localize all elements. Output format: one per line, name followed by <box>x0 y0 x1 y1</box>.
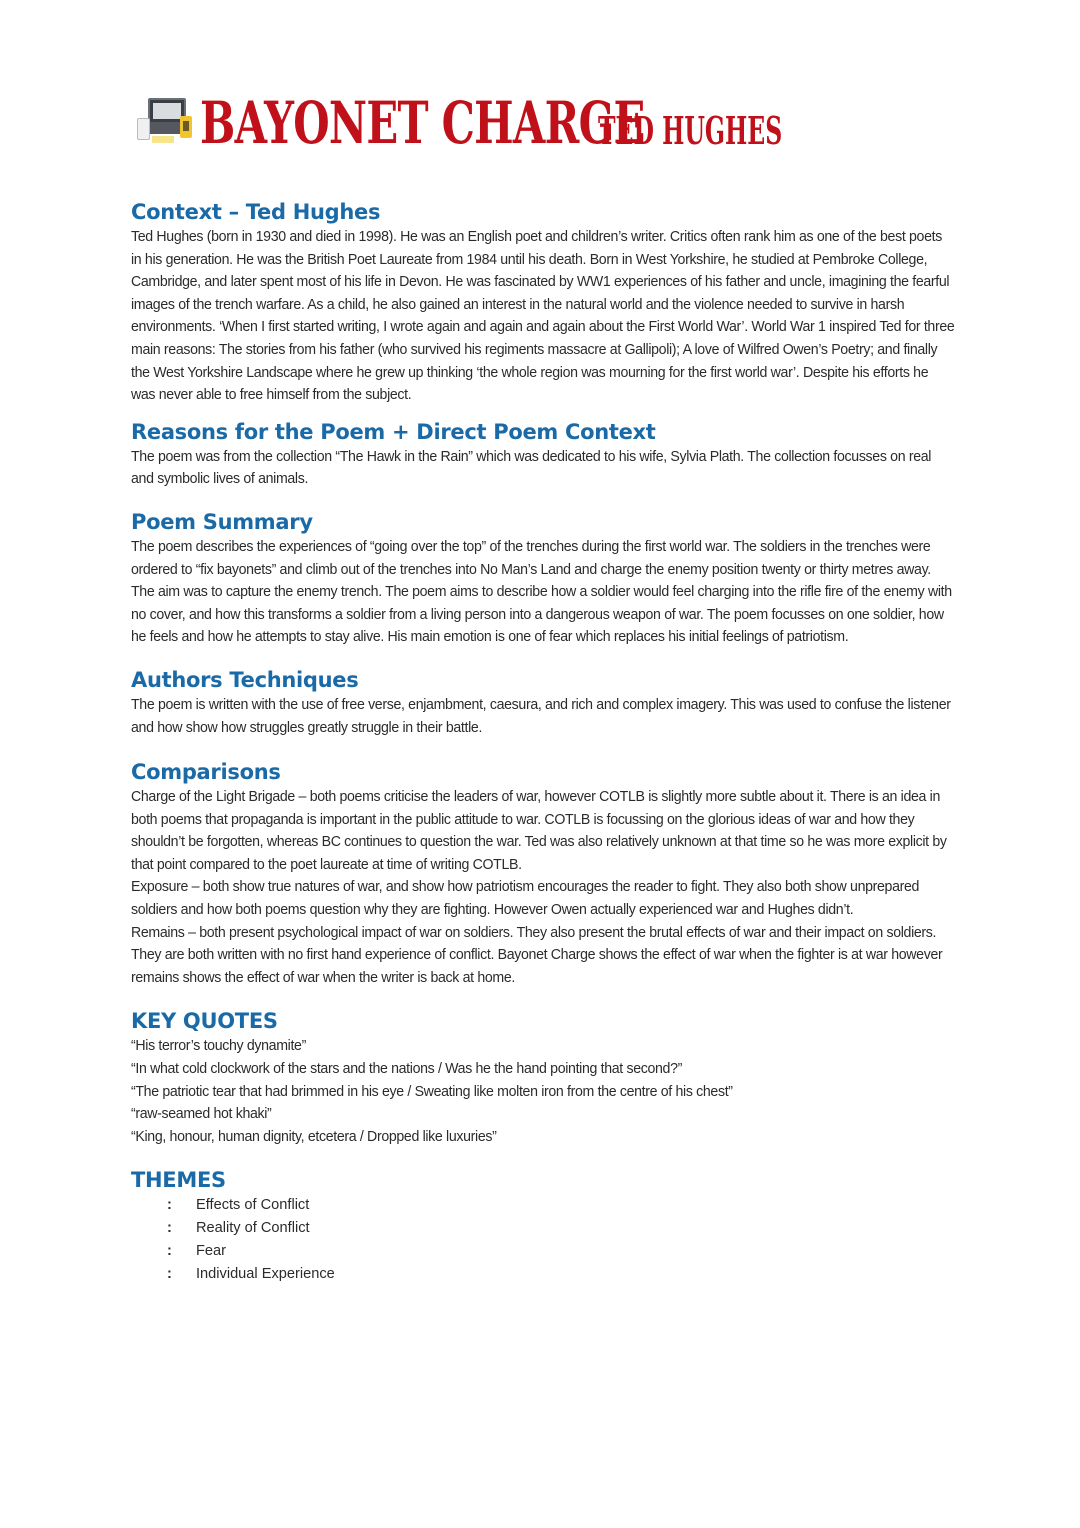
theme-label: Individual Experience <box>196 1266 335 1283</box>
quote-line: “His terror’s touchy dynamite” <box>131 1038 306 1055</box>
bullet-icon: : <box>167 1197 172 1214</box>
theme-label: Reality of Conflict <box>196 1220 310 1237</box>
theme-item <box>131 1240 953 1263</box>
theme-label: Fear <box>196 1243 227 1260</box>
quote-line: “In what cold clockwork of the stars and the nations / Was he the hand pointing that second?” <box>131 1061 683 1078</box>
section-paragraph: The poem is written with the use of free verse, enjambment, caesura, and rich and complex imagery. This was used to confuse the listener and how show how struggles greatly struggle in their battle. <box>131 696 951 736</box>
quote-line: “King, honour, human dignity, etcetera / Dropped like luxuries” <box>131 1128 497 1145</box>
document-subtitle-author: TED HUGHES <box>598 108 783 153</box>
comparison-paragraph: Exposure – both show true natures of war, and show how patriotism encourages the reader to fight. They also both show unprepared soldiers and how both poems question why they are fighting. However Owen actually experienced war and Hughes didn’t. <box>131 879 920 919</box>
section-authors-techniques <box>131 666 953 739</box>
section-themes <box>131 1166 953 1286</box>
section-heading: THEMES <box>131 1168 226 1193</box>
theme-item <box>131 1217 953 1240</box>
section-paragraph: The poem was from the collection “The Hawk in the Rain” which was dedicated to his wife, Sylvia Plath. The collection focusses on real and symbolic lives of animals. <box>131 448 932 488</box>
section-heading: Context – Ted Hughes <box>131 200 381 224</box>
document-header <box>134 78 783 158</box>
comparison-paragraph: Charge of the Light Brigade – both poems criticise the leaders of war, however COTLB is slightly more subtle about it. There is an idea in both poems that propaganda is important in the public attitude to war. COTLB is focussing on the glorious ideas of war and how they shouldn’t be forgotten, whereas BC continues to question the war. Ted was also relatively unknown at that time so he was more explicit by that point compared to the poet laureate at time of writing COTLB. <box>131 789 947 873</box>
document-body <box>131 198 953 1286</box>
section-context <box>131 198 953 407</box>
section-heading: KEY QUOTES <box>131 1009 278 1034</box>
quote-line: “The patriotic tear that had brimmed in his eye / Sweating like molten iron from the centre of his chest” <box>131 1083 733 1100</box>
section-comparisons <box>131 758 953 989</box>
bullet-icon: : <box>167 1266 172 1283</box>
comparison-paragraph: Remains – both present psychological impact of war on soldiers. They also present the brutal effects of war and their impact on soldiers. They are both written with no first hand experience of conflict. Bayonet Charge shows the effect of war when the fighter is at war however remains shows the effect of war when the writer is back at home. <box>131 924 943 986</box>
section-heading: Reasons for the Poem + Direct Poem Context <box>131 419 656 444</box>
section-heading: Comparisons <box>131 760 281 785</box>
section-heading: Authors Techniques <box>131 667 359 692</box>
theme-item <box>131 1263 953 1286</box>
section-paragraph: The poem describes the experiences of “going over the top” of the trenches during the first world war. The soldiers in the trenches were ordered to “fix bayonets” and climb out of the trenches into No Man’s Land and charge the enemy position twenty or thirty metres away. The aim was to capture the enemy trench. The poem aims to describe how a soldier would feel charging into the rifle fire of the enemy with no cover, and how this transforms a soldier from a living person into a dangerous weapon of war. The poem focusses on one soldier, how he feels and how he attempts to stay alive. His main emotion is one of fear which replaces his initial feelings of patriotism. <box>131 538 952 646</box>
theme-item <box>131 1194 953 1217</box>
section-heading: Poem Summary <box>131 509 313 534</box>
bullet-icon: : <box>167 1243 172 1260</box>
section-paragraph: Ted Hughes (born in 1930 and died in 1998). He was an English poet and children’s writer. Critics often rank him as one of the best poets in his generation. He was the British Poet Laureate from 1984 until his death. Born in West Yorkshire, he studied at Pembroke College, Cambridge, and later spent most of his life in Devon. He was fascinated by WW1 experiences of his father and uncle, imagining the fearful images of the trench warfare. As a child, he also gained an interest in the natural world and the violence needed to survive in harsh environments. ‘When I first started writing, I wrote again and again and again about the First World War’. World War 1 inspired Ted for three main reasons: The stories from his father (who survived his regiments massacre at Gallipoli); A love of Wilfred Owen’s Poetry; and finally the West Yorkshire Landscape where he grew up thinking ‘the whole region was mourning for the first world war’. Despite his efforts he was never able to free himself from the subject. <box>131 229 955 404</box>
document-title: BAYONET CHARGE <box>200 89 645 157</box>
bullet-icon: : <box>167 1220 172 1237</box>
quote-line: “raw-seamed hot khaki” <box>131 1106 272 1123</box>
section-reasons <box>131 418 953 491</box>
devices-logo-icon <box>134 92 196 150</box>
themes-list <box>131 1194 953 1286</box>
theme-label: Effects of Conflict <box>196 1197 310 1214</box>
section-poem-summary <box>131 508 953 649</box>
section-key-quotes <box>131 1007 953 1148</box>
